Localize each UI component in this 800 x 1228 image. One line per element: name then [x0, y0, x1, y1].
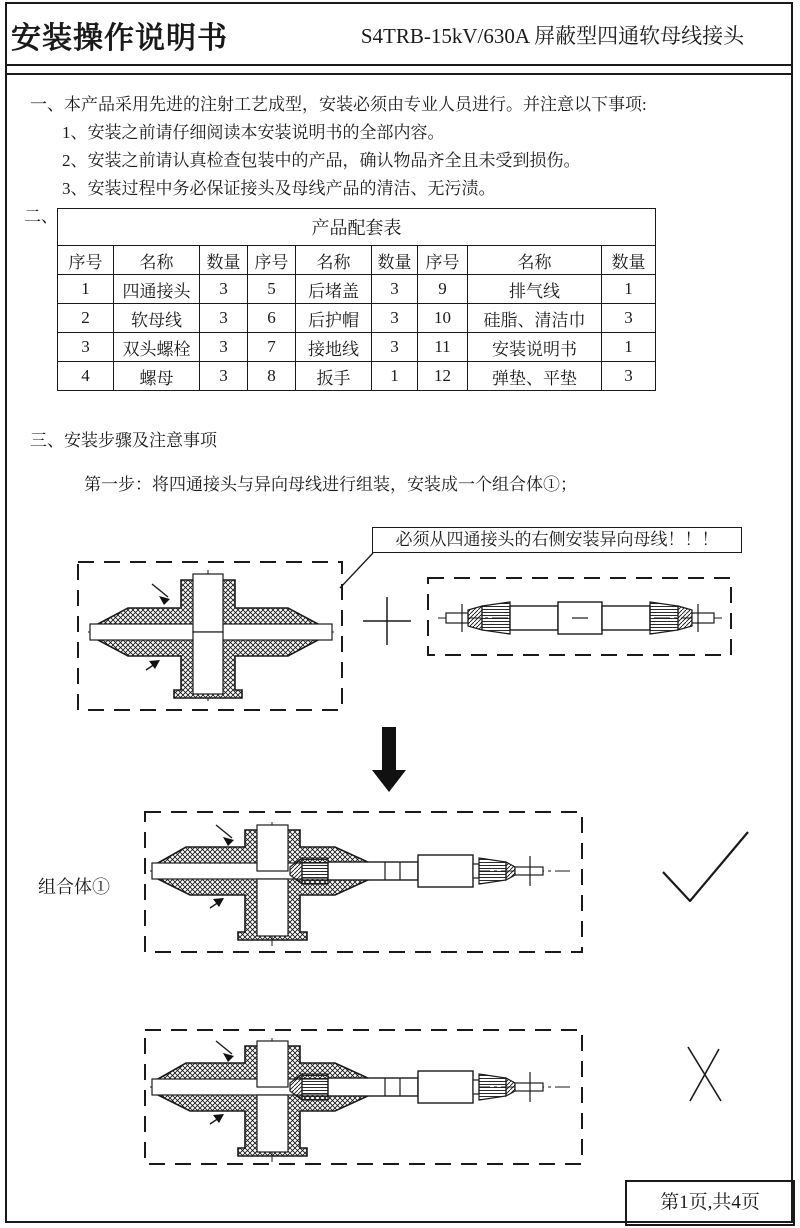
- table-cell: 11: [418, 333, 468, 362]
- table-cell: 接地线: [296, 333, 372, 362]
- table-cell: 12: [418, 362, 468, 391]
- table-cell: 8: [248, 362, 296, 391]
- assembly-correct-diagram: [150, 822, 574, 946]
- table-cell: 3: [602, 362, 656, 391]
- table-cell: 3: [372, 304, 418, 333]
- table-cell: 3: [372, 333, 418, 362]
- table-cell: 9: [418, 275, 468, 304]
- table-cell: 软母线: [114, 304, 200, 333]
- step-one-text: 第一步：将四通接头与异向母线进行组装，安装成一个组合体①；: [84, 475, 577, 494]
- table-cell: 后堵盖: [296, 275, 372, 304]
- section-one-item: 3、安装过程中务必保证接头及母线产品的清洁、无污渍。: [62, 179, 496, 198]
- section-three-heading: 三、安装步骤及注意事项: [30, 431, 217, 450]
- table-cell: 3: [602, 304, 656, 333]
- col-header: 名称: [296, 246, 372, 275]
- product-package-table: [57, 208, 656, 391]
- table-cell: 4: [58, 362, 114, 391]
- table-cell: 后护帽: [296, 304, 372, 333]
- table-cell: 7: [248, 333, 296, 362]
- table-cell: 3: [200, 275, 248, 304]
- col-header: 数量: [200, 246, 248, 275]
- table-cell: 2: [58, 304, 114, 333]
- table-cell: 1: [372, 362, 418, 391]
- col-header: 名称: [468, 246, 602, 275]
- col-header: 序号: [248, 246, 296, 275]
- table-cell: 双头螺栓: [114, 333, 200, 362]
- table-cell: 扳手: [296, 362, 372, 391]
- table-row: [58, 333, 656, 362]
- table-cell: 6: [248, 304, 296, 333]
- col-header: 序号: [418, 246, 468, 275]
- manual-title: 安装操作说明书: [11, 22, 228, 55]
- soft-busbar-diagram: [438, 590, 722, 646]
- table-row: [58, 275, 656, 304]
- table-row: [58, 304, 656, 333]
- header-divider-rule: [5, 64, 793, 75]
- col-header: 名称: [114, 246, 200, 275]
- table-cell: 螺母: [114, 362, 200, 391]
- warning-callout: 必须从四通接头的右侧安装异向母线！！！: [372, 527, 742, 553]
- four-way-connector-diagram: [88, 570, 334, 704]
- section-one-item: 1、安装之前请仔细阅读本安装说明书的全部内容。: [62, 123, 445, 142]
- table-cell: 3: [200, 333, 248, 362]
- table-title: 产品配套表: [58, 209, 656, 246]
- section-one-item: 2、安装之前请认真检查包装中的产品，确认物品齐全且未受到损伤。: [62, 151, 581, 170]
- table-cell: 1: [58, 275, 114, 304]
- section-two-marker: 二、: [24, 207, 58, 226]
- page-number-box: 第1页,共4页: [625, 1180, 795, 1226]
- table-cell: 排气线: [468, 275, 602, 304]
- table-cell: 四通接头: [114, 275, 200, 304]
- table-cell: 10: [418, 304, 468, 333]
- table-cell: 5: [248, 275, 296, 304]
- table-cell: 3: [372, 275, 418, 304]
- table-cell: 安装说明书: [468, 333, 602, 362]
- table-header-row: [58, 246, 656, 275]
- table-cell: 1: [602, 275, 656, 304]
- table-cell: 弹垫、平垫: [468, 362, 602, 391]
- table-cell: 3: [200, 362, 248, 391]
- table-cell: 3: [200, 304, 248, 333]
- assembly-label: 组合体①: [38, 877, 110, 897]
- assembly-wrong-diagram: [150, 1038, 574, 1162]
- col-header: 数量: [372, 246, 418, 275]
- col-header: 数量: [602, 246, 656, 275]
- product-title: S4TRB-15kV/630A 屏蔽型四通软母线接头: [360, 24, 745, 48]
- table-cell: 3: [58, 333, 114, 362]
- section-one-heading: 一、本产品采用先进的注射工艺成型，安装必须由专业人员进行。并注意以下事项:: [30, 95, 647, 114]
- table-cell: 1: [602, 333, 656, 362]
- table-cell: 硅脂、清洁巾: [468, 304, 602, 333]
- col-header: 序号: [58, 246, 114, 275]
- table-row: [58, 362, 656, 391]
